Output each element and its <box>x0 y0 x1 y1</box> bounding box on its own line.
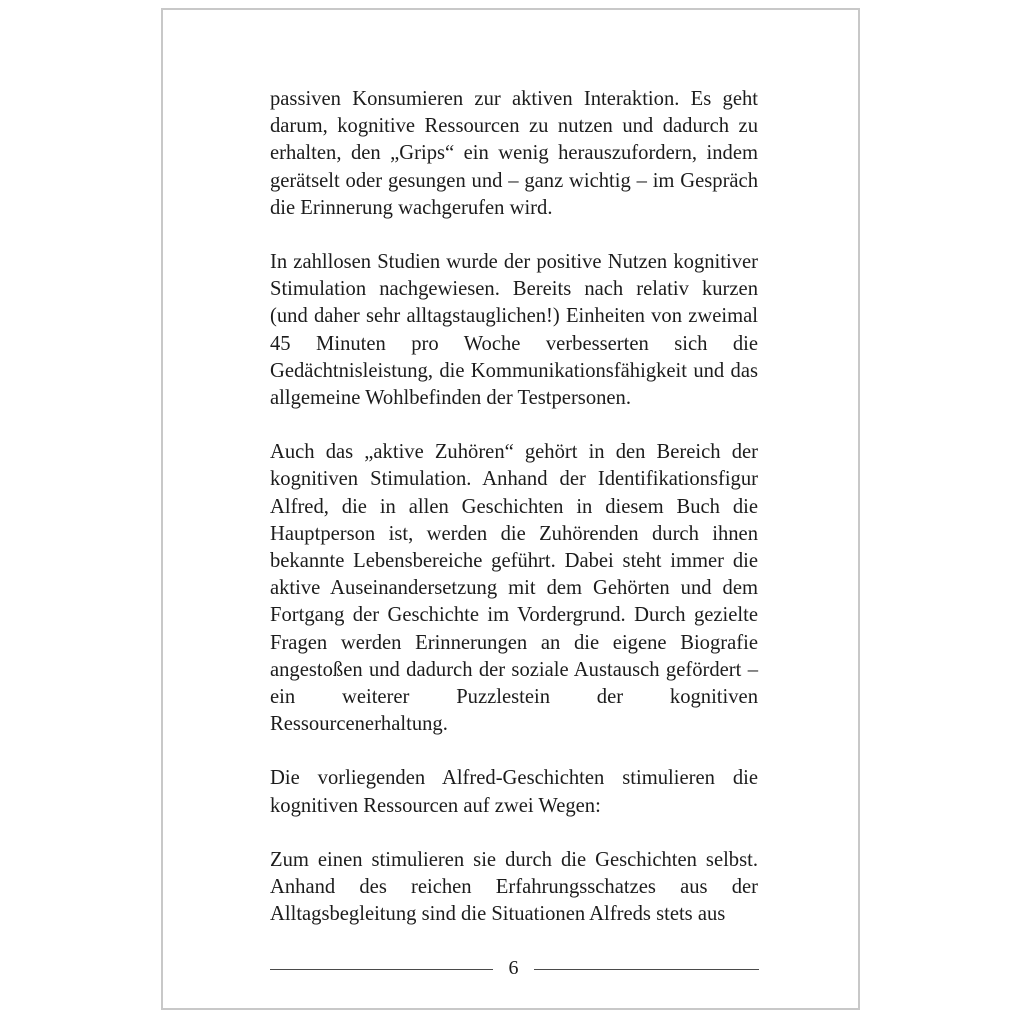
paragraph-4: Die vorliegenden Alfred-Geschichten stimulieren die kognitiven Ressourcen auf zwei Wegen: <box>270 767 758 817</box>
paragraph-2: In zahllosen Studien wurde der positive Nutzen kognitiver Stimulation nachgewiesen. Bereits nach relativ kurzen (und daher sehr alltagstauglichen!) Einheiten von zweimal 45 Minuten pro Woche verbesserten sich die Gedächtnisleistung, die Kommunikationsfähigkeit und das allgemeine Wohlbefinden der Testpersonen. <box>270 251 758 410</box>
page-number: 6 <box>508 957 519 979</box>
paragraph-5: Zum einen stimulieren sie durch die Geschichten selbst. Anhand des reichen Erfahrungsschatzes aus der Alltagsbegleitung sind die Situationen Alfreds stets aus <box>270 848 758 926</box>
body-text <box>270 86 758 955</box>
footer-rule-right <box>534 969 759 970</box>
book-page <box>161 8 860 1010</box>
paragraph-1: passiven Konsumieren zur aktiven Interaktion. Es geht darum, kognitive Ressourcen zu nutzen und dadurch zu erhalten, den „Grips“ ein wenig herauszufordern, indem gerätselt oder gesungen und – ganz wichtig – im Gespräch die Erinnerung wachgerufen wird. <box>270 88 758 219</box>
paragraph-3: Auch das „aktive Zuhören“ gehört in den Bereich der kognitiven Stimulation. Anhand der Identifikationsfigur Alfred, die in allen Geschichten in diesem Buch die Hauptperson ist, werden die Zuhörenden durch ihnen bekannte Lebensbereiche geführt. Dabei steht immer die aktive Auseinandersetzung mit dem Gehörten und dem Fortgang der Geschichte im Vordergrund. Durch gezielte Fragen werden Erinnerungen an die eigene Biografie angestoßen und dadurch der soziale Austausch gefördert – ein weiterer Puzzlestein der kognitiven Ressourcenerhaltung. <box>270 441 758 736</box>
page-footer <box>270 954 759 982</box>
footer-rule-left <box>270 969 493 970</box>
